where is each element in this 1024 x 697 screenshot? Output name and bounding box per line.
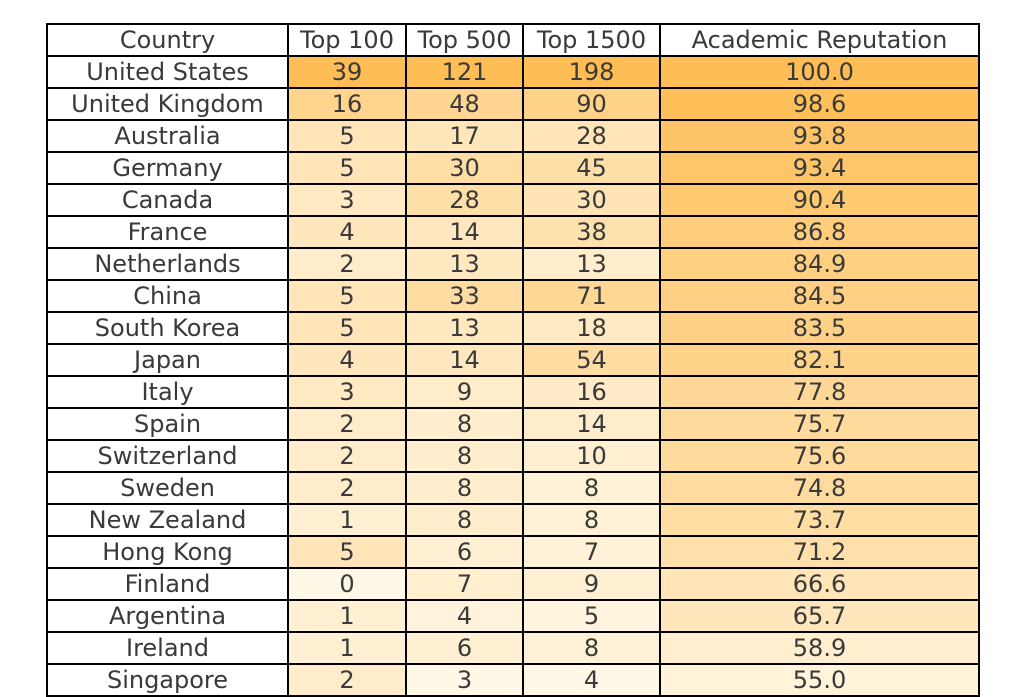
- data-table-container: [46, 23, 980, 697]
- top-500-cell: 7: [406, 568, 523, 600]
- table-row: [47, 312, 979, 344]
- top-100-cell: 5: [288, 120, 406, 152]
- country-cell: Germany: [47, 152, 288, 184]
- top-500-cell: 14: [406, 344, 523, 376]
- top-1500-cell: 45: [523, 152, 660, 184]
- data-table: [46, 23, 980, 697]
- country-cell: Canada: [47, 184, 288, 216]
- top-500-cell: 121: [406, 56, 523, 88]
- country-cell: Finland: [47, 568, 288, 600]
- table-row: [47, 408, 979, 440]
- top-100-cell: 2: [288, 248, 406, 280]
- academic-reputation-cell: 75.6: [660, 440, 979, 472]
- top-100-cell: 2: [288, 472, 406, 504]
- table-row: [47, 88, 979, 120]
- top-1500-cell: 5: [523, 600, 660, 632]
- column-header-top-1500: Top 1500: [523, 24, 660, 56]
- top-500-cell: 8: [406, 440, 523, 472]
- top-1500-cell: 71: [523, 280, 660, 312]
- table-row: [47, 600, 979, 632]
- top-500-cell: 28: [406, 184, 523, 216]
- top-100-cell: 16: [288, 88, 406, 120]
- academic-reputation-cell: 55.0: [660, 664, 979, 696]
- top-100-cell: 0: [288, 568, 406, 600]
- table-row: [47, 568, 979, 600]
- top-500-cell: 6: [406, 632, 523, 664]
- academic-reputation-cell: 75.7: [660, 408, 979, 440]
- country-cell: New Zealand: [47, 504, 288, 536]
- country-cell: Spain: [47, 408, 288, 440]
- top-100-cell: 4: [288, 216, 406, 248]
- table-body: [47, 56, 979, 696]
- top-100-cell: 1: [288, 632, 406, 664]
- table-row: [47, 56, 979, 88]
- country-cell: United Kingdom: [47, 88, 288, 120]
- header-row: [47, 24, 979, 56]
- academic-reputation-cell: 77.8: [660, 376, 979, 408]
- country-cell: Switzerland: [47, 440, 288, 472]
- top-500-cell: 4: [406, 600, 523, 632]
- top-1500-cell: 30: [523, 184, 660, 216]
- top-1500-cell: 8: [523, 504, 660, 536]
- top-1500-cell: 13: [523, 248, 660, 280]
- academic-reputation-cell: 65.7: [660, 600, 979, 632]
- academic-reputation-cell: 90.4: [660, 184, 979, 216]
- academic-reputation-cell: 83.5: [660, 312, 979, 344]
- academic-reputation-cell: 73.7: [660, 504, 979, 536]
- top-500-cell: 8: [406, 504, 523, 536]
- top-100-cell: 5: [288, 536, 406, 568]
- top-1500-cell: 38: [523, 216, 660, 248]
- table-row: [47, 248, 979, 280]
- column-header-country: Country: [47, 24, 288, 56]
- top-500-cell: 14: [406, 216, 523, 248]
- academic-reputation-cell: 93.4: [660, 152, 979, 184]
- country-cell: Netherlands: [47, 248, 288, 280]
- table-row: [47, 280, 979, 312]
- top-100-cell: 1: [288, 600, 406, 632]
- top-100-cell: 4: [288, 344, 406, 376]
- academic-reputation-cell: 100.0: [660, 56, 979, 88]
- table-row: [47, 536, 979, 568]
- top-1500-cell: 4: [523, 664, 660, 696]
- country-cell: United States: [47, 56, 288, 88]
- top-100-cell: 2: [288, 664, 406, 696]
- table-row: [47, 216, 979, 248]
- top-500-cell: 30: [406, 152, 523, 184]
- table-row: [47, 472, 979, 504]
- top-1500-cell: 28: [523, 120, 660, 152]
- table-row: [47, 120, 979, 152]
- country-cell: Singapore: [47, 664, 288, 696]
- country-cell: Sweden: [47, 472, 288, 504]
- academic-reputation-cell: 84.9: [660, 248, 979, 280]
- top-500-cell: 13: [406, 312, 523, 344]
- top-1500-cell: 198: [523, 56, 660, 88]
- top-1500-cell: 8: [523, 632, 660, 664]
- table-row: [47, 440, 979, 472]
- column-header-top-100: Top 100: [288, 24, 406, 56]
- top-500-cell: 13: [406, 248, 523, 280]
- top-1500-cell: 7: [523, 536, 660, 568]
- academic-reputation-cell: 58.9: [660, 632, 979, 664]
- academic-reputation-cell: 66.6: [660, 568, 979, 600]
- top-1500-cell: 90: [523, 88, 660, 120]
- table-row: [47, 632, 979, 664]
- top-1500-cell: 18: [523, 312, 660, 344]
- top-100-cell: 2: [288, 408, 406, 440]
- top-100-cell: 5: [288, 312, 406, 344]
- column-header-top-500: Top 500: [406, 24, 523, 56]
- top-500-cell: 8: [406, 472, 523, 504]
- academic-reputation-cell: 82.1: [660, 344, 979, 376]
- top-1500-cell: 8: [523, 472, 660, 504]
- top-500-cell: 17: [406, 120, 523, 152]
- top-500-cell: 48: [406, 88, 523, 120]
- top-1500-cell: 54: [523, 344, 660, 376]
- top-500-cell: 33: [406, 280, 523, 312]
- table-row: [47, 376, 979, 408]
- top-500-cell: 3: [406, 664, 523, 696]
- top-1500-cell: 16: [523, 376, 660, 408]
- top-100-cell: 3: [288, 376, 406, 408]
- table-row: [47, 664, 979, 696]
- academic-reputation-cell: 98.6: [660, 88, 979, 120]
- top-100-cell: 1: [288, 504, 406, 536]
- top-500-cell: 9: [406, 376, 523, 408]
- country-cell: Italy: [47, 376, 288, 408]
- top-1500-cell: 9: [523, 568, 660, 600]
- top-500-cell: 8: [406, 408, 523, 440]
- country-cell: China: [47, 280, 288, 312]
- academic-reputation-cell: 71.2: [660, 536, 979, 568]
- top-100-cell: 5: [288, 280, 406, 312]
- top-100-cell: 2: [288, 440, 406, 472]
- table-row: [47, 344, 979, 376]
- country-cell: Argentina: [47, 600, 288, 632]
- country-cell: Japan: [47, 344, 288, 376]
- table-row: [47, 152, 979, 184]
- academic-reputation-cell: 86.8: [660, 216, 979, 248]
- country-cell: South Korea: [47, 312, 288, 344]
- top-100-cell: 5: [288, 152, 406, 184]
- academic-reputation-cell: 74.8: [660, 472, 979, 504]
- country-cell: Australia: [47, 120, 288, 152]
- country-cell: Ireland: [47, 632, 288, 664]
- country-cell: Hong Kong: [47, 536, 288, 568]
- academic-reputation-cell: 84.5: [660, 280, 979, 312]
- academic-reputation-cell: 93.8: [660, 120, 979, 152]
- top-500-cell: 6: [406, 536, 523, 568]
- country-cell: France: [47, 216, 288, 248]
- top-100-cell: 3: [288, 184, 406, 216]
- top-1500-cell: 14: [523, 408, 660, 440]
- top-1500-cell: 10: [523, 440, 660, 472]
- column-header-academic-reputation: Academic Reputation: [660, 24, 979, 56]
- table-row: [47, 184, 979, 216]
- table-row: [47, 504, 979, 536]
- top-100-cell: 39: [288, 56, 406, 88]
